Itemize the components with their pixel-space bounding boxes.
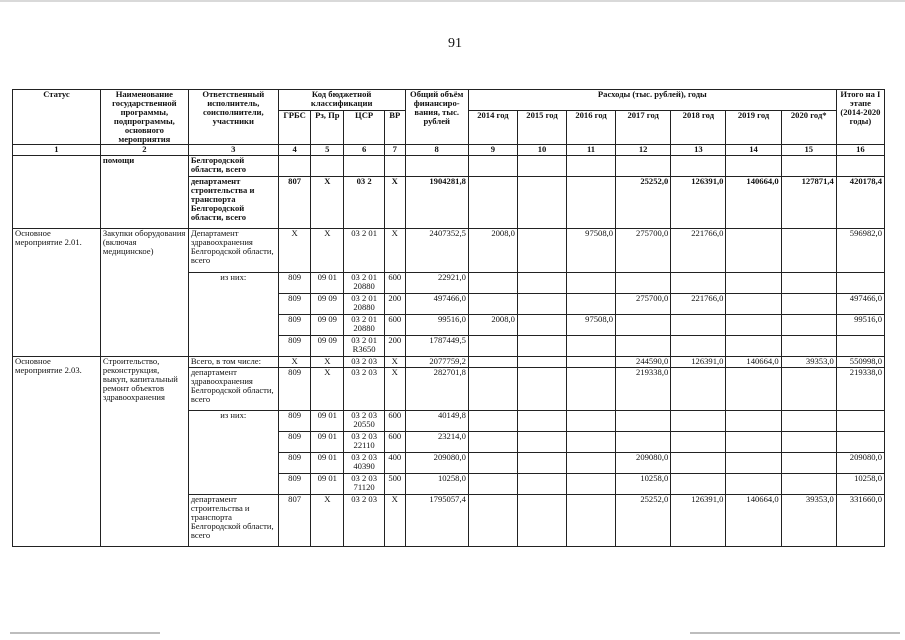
cell-2019: 140664,0 [726, 357, 781, 368]
cell-2018: 126391,0 [671, 357, 726, 368]
header-stage1: Итого на I этапе (2014-2020 годы) [836, 90, 884, 145]
cell-total: 497466,0 [405, 294, 468, 315]
cell-stage1: 497466,0 [836, 294, 884, 315]
cell-total: 282701,8 [405, 368, 468, 411]
cell-name: помощи [100, 156, 188, 229]
cell-csr: 03 2 01 20880 [344, 294, 385, 315]
cell-total: 2407352,5 [405, 229, 468, 273]
cell-stage1: 331660,0 [836, 495, 884, 547]
cell-stage1: 596982,0 [836, 229, 884, 273]
cell-total: 2077759,2 [405, 357, 468, 368]
cell-vr: Х [385, 357, 405, 368]
cell-csr: 03 2 01 20880 [344, 273, 385, 294]
cell-csr: 03 2 01 R3650 [344, 336, 385, 357]
cell-csr: 03 2 03 71120 [344, 474, 385, 495]
header-expenses: Расходы (тыс. рублей), годы [468, 90, 836, 111]
column-number: 3 [188, 145, 278, 156]
cell-grbs: Х [278, 357, 311, 368]
cell-name: Закупки оборудования (включая медицинское) [100, 229, 188, 357]
cell-grbs: 809 [278, 368, 311, 411]
cell-2020: 127871,4 [781, 177, 836, 229]
cell-2017: 244590,0 [616, 357, 671, 368]
cell-executor: департамент строительства и транспорта Белгородской области, всего [188, 177, 278, 229]
table-row [13, 229, 885, 273]
cell-executor: Департамент здравоохранения Белгородской области, всего [188, 229, 278, 273]
header-2017: 2017 год [616, 111, 671, 145]
cell-total: 10258,0 [405, 474, 468, 495]
cell-rz: 09 01 [311, 411, 344, 432]
top-rule [0, 0, 905, 2]
cell-vr: 500 [385, 474, 405, 495]
cell-grbs: 809 [278, 294, 311, 315]
bottom-rule-right [690, 632, 900, 634]
cell-status: Основное мероприятие 2.01. [13, 229, 101, 357]
column-number: 1 [13, 145, 101, 156]
cell-rz: 09 09 [311, 294, 344, 315]
column-number: 15 [781, 145, 836, 156]
cell-executor: Всего, в том числе: [188, 357, 278, 368]
cell-grbs: 809 [278, 411, 311, 432]
column-number-row [13, 145, 885, 156]
cell-csr: 03 2 03 40390 [344, 453, 385, 474]
cell-grbs: 809 [278, 315, 311, 336]
cell-csr: 03 2 03 20550 [344, 411, 385, 432]
header-csr: ЦСР [344, 111, 385, 145]
cell-2016: 97508,0 [567, 229, 616, 273]
cell-2017: 25252,0 [616, 177, 671, 229]
cell-2017: 219338,0 [616, 368, 671, 411]
cell-2018: 221766,0 [671, 294, 726, 315]
cell-stage1: 550998,0 [836, 357, 884, 368]
column-number: 11 [567, 145, 616, 156]
header-budget-code: Код бюджетной классификации [278, 90, 405, 111]
cell-vr: 600 [385, 273, 405, 294]
cell-executor: департамент здравоохранения Белгородской области, всего [188, 368, 278, 411]
cell-2018: 126391,0 [671, 495, 726, 547]
cell-2014: 2008,0 [468, 229, 517, 273]
cell-total: 209080,0 [405, 453, 468, 474]
cell-2017: 25252,0 [616, 495, 671, 547]
cell-rz: 09 01 [311, 474, 344, 495]
cell-total: 99516,0 [405, 315, 468, 336]
cell-executor: из них: [188, 273, 278, 357]
cell-stage1: 10258,0 [836, 474, 884, 495]
cell-grbs: 809 [278, 432, 311, 453]
header-rz: Рз, Пр [311, 111, 344, 145]
cell-stage1: 219338,0 [836, 368, 884, 411]
cell-grbs: 807 [278, 177, 311, 229]
cell-total: 1904281,8 [405, 177, 468, 229]
cell-2014: 2008,0 [468, 315, 517, 336]
cell-csr: 03 2 03 [344, 357, 385, 368]
cell-rz: 09 01 [311, 453, 344, 474]
cell-grbs: 809 [278, 453, 311, 474]
column-number: 13 [671, 145, 726, 156]
cell-executor: департамент строительства и транспорта Белгородской области, всего [188, 495, 278, 547]
header-row [13, 90, 885, 111]
cell-csr: 03 2 01 [344, 229, 385, 273]
cell-vr: 200 [385, 336, 405, 357]
cell-grbs: 809 [278, 336, 311, 357]
column-number: 10 [517, 145, 566, 156]
header-executor: Ответственный исполнитель, соисполнители, участники [188, 90, 278, 145]
cell-csr: 03 2 03 [344, 368, 385, 411]
cell-stage1: 99516,0 [836, 315, 884, 336]
cell-vr: 600 [385, 432, 405, 453]
cell-2016: 97508,0 [567, 315, 616, 336]
header-name: Наименование государственной программы, подпрограммы, основного мероприятия [100, 90, 188, 145]
cell-2018: 126391,0 [671, 177, 726, 229]
cell-rz: 09 01 [311, 432, 344, 453]
cell-vr: Х [385, 368, 405, 411]
bottom-rule-left [10, 632, 160, 634]
cell-2020: 39353,0 [781, 357, 836, 368]
cell-rz: Х [311, 177, 344, 229]
column-number: 8 [405, 145, 468, 156]
cell-executor: Белгородской области, всего [188, 156, 278, 177]
cell-2019: 140664,0 [726, 177, 781, 229]
column-number: 7 [385, 145, 405, 156]
cell-2017: 10258,0 [616, 474, 671, 495]
cell-rz: Х [311, 495, 344, 547]
cell-total: 22921,0 [405, 273, 468, 294]
budget-table [12, 89, 885, 547]
column-number: 5 [311, 145, 344, 156]
column-number: 14 [726, 145, 781, 156]
cell-2017: 275700,0 [616, 229, 671, 273]
cell-vr: Х [385, 229, 405, 273]
cell-rz: Х [311, 368, 344, 411]
column-number: 12 [616, 145, 671, 156]
header-2016: 2016 год [567, 111, 616, 145]
header-vr: ВР [385, 111, 405, 145]
cell-2017: 275700,0 [616, 294, 671, 315]
table-row [13, 156, 885, 177]
cell-total: 40149,8 [405, 411, 468, 432]
cell-stage1: 420178,4 [836, 177, 884, 229]
cell-stage1: 209080,0 [836, 453, 884, 474]
cell-grbs: 807 [278, 495, 311, 547]
column-number: 9 [468, 145, 517, 156]
header-2018: 2018 год [671, 111, 726, 145]
cell-2020: 39353,0 [781, 495, 836, 547]
cell-2017: 209080,0 [616, 453, 671, 474]
cell-csr: 03 2 03 22110 [344, 432, 385, 453]
cell-rz: Х [311, 357, 344, 368]
cell-grbs: 809 [278, 474, 311, 495]
cell-2019: 140664,0 [726, 495, 781, 547]
cell-csr: 03 2 03 [344, 495, 385, 547]
column-number: 6 [344, 145, 385, 156]
cell-total: 23214,0 [405, 432, 468, 453]
cell-vr: 600 [385, 315, 405, 336]
cell-vr: Х [385, 177, 405, 229]
header-status: Статус [13, 90, 101, 145]
header-total: Общий объём финансиро-вания, тыс. рублей [405, 90, 468, 145]
column-number: 2 [100, 145, 188, 156]
header-2014: 2014 год [468, 111, 517, 145]
table-row [13, 357, 885, 368]
column-number: 4 [278, 145, 311, 156]
header-2015: 2015 год [517, 111, 566, 145]
cell-vr: 200 [385, 294, 405, 315]
page-number: 91 [448, 36, 462, 51]
cell-grbs: Х [278, 229, 311, 273]
cell-total: 1787449,5 [405, 336, 468, 357]
cell-grbs: 809 [278, 273, 311, 294]
cell-executor: из них: [188, 411, 278, 495]
cell-status: Основное мероприятие 2.03. [13, 357, 101, 547]
cell-rz: 09 09 [311, 336, 344, 357]
cell-2018: 221766,0 [671, 229, 726, 273]
cell-total: 1795057,4 [405, 495, 468, 547]
cell-rz: 09 01 [311, 273, 344, 294]
cell-csr: 03 2 [344, 177, 385, 229]
cell-vr: Х [385, 495, 405, 547]
header-2019: 2019 год [726, 111, 781, 145]
header-grbs: ГРБС [278, 111, 311, 145]
cell-rz: 09 09 [311, 315, 344, 336]
cell-vr: 600 [385, 411, 405, 432]
column-number: 16 [836, 145, 884, 156]
cell-rz: Х [311, 229, 344, 273]
cell-csr: 03 2 01 20880 [344, 315, 385, 336]
cell-vr: 400 [385, 453, 405, 474]
cell-name: Строительство, реконструкция, выкуп, капитальный ремонт объектов здравоохранения [100, 357, 188, 547]
header-2020: 2020 год* [781, 111, 836, 145]
